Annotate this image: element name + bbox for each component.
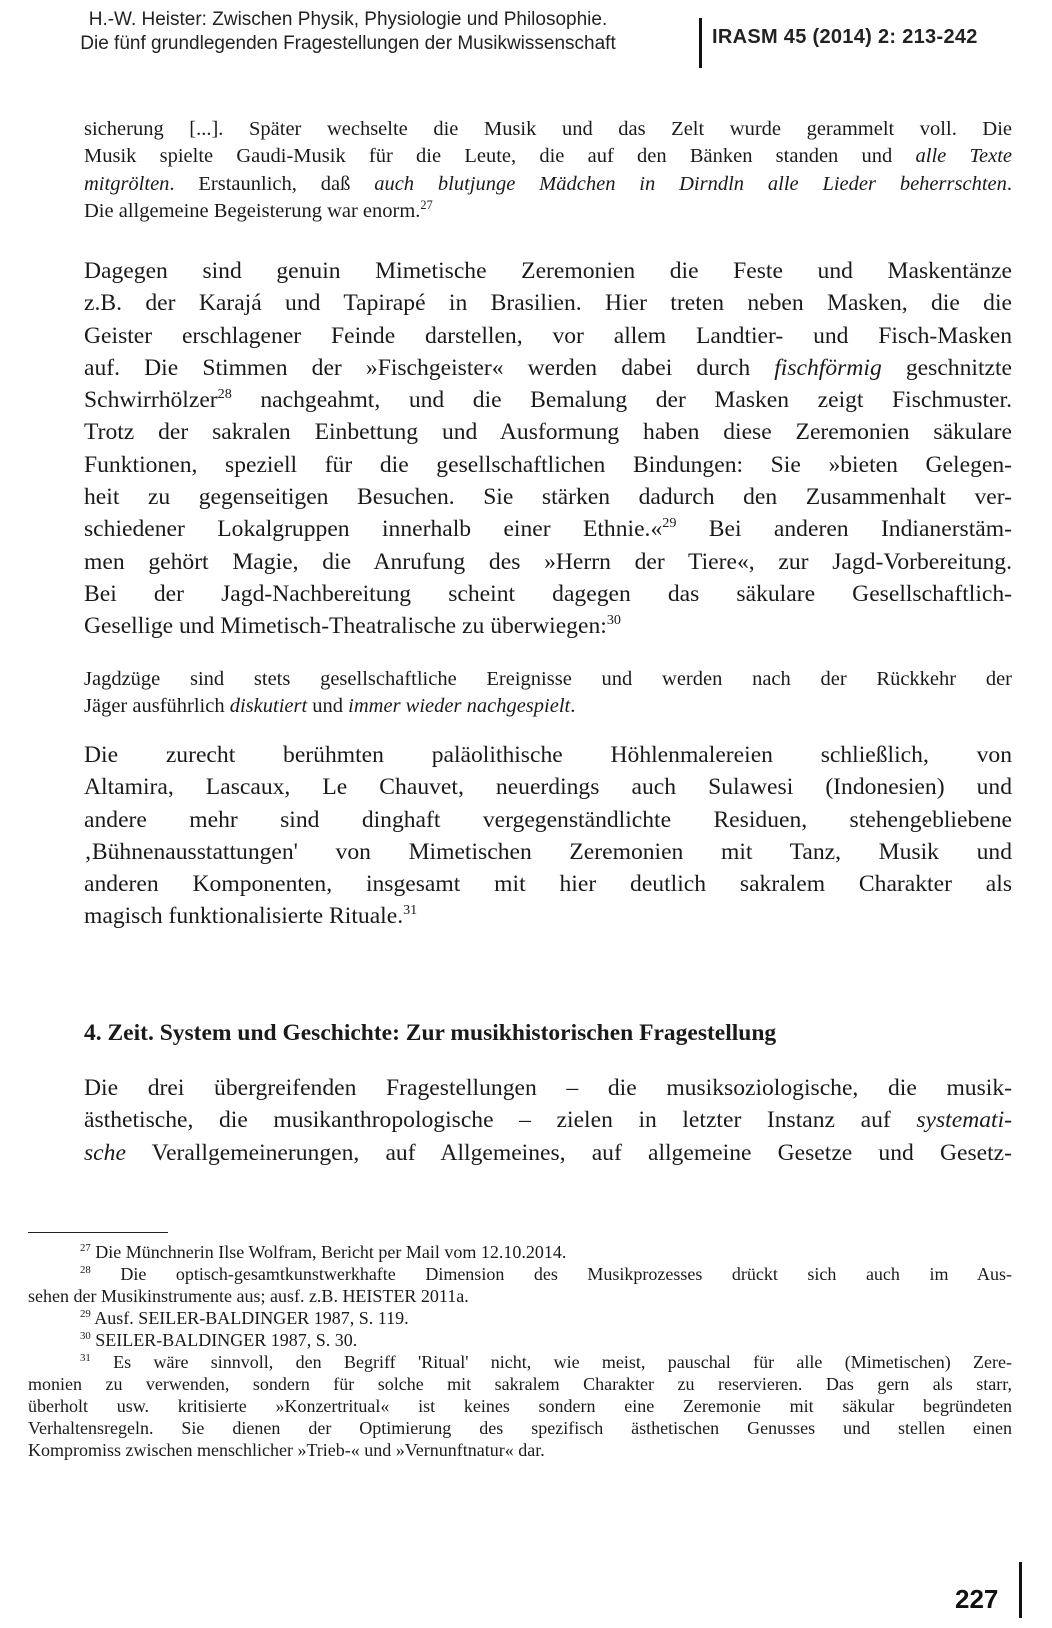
para1-line-12: Gesellige und Mimetisch-Theatralische zu überwiegen:$^{30}$ <box>84 612 621 640</box>
quote1-line-2: Musik spielte Gaudi-Musik für die Leute, die auf den Bänken standen und alle Texte <box>84 145 1012 168</box>
para2-line-3: andere mehr sind dinghaft vergegenständlichte Residuen, stehengebliebene <box>84 806 1012 833</box>
footnote-ref-30[interactable]: 30 <box>606 612 621 629</box>
paragraph-1 <box>84 255 1012 643</box>
footnote-29: $^{29}$ Ausf. SEILER-BALDINGER 1987, S. 119. <box>80 1308 409 1328</box>
quote2-line-2: Jäger ausführlich diskutiert und immer wieder nachgespielt. <box>84 695 576 718</box>
para1-line-10: men gehört Magie, die Anrufung des »Herrn der Tiere«, zur Jagd-Vorbereitung. <box>84 548 1012 575</box>
footnote-31-line-2: monien zu verwenden, sondern für solche mit sakralem Charakter zu reservieren. Das gern als starr, <box>28 1374 1012 1394</box>
para1-line-8: heit zu gegenseitigen Besuchen. Sie stärken dadurch den Zusammenhalt ver- <box>84 484 1012 511</box>
para2-line-5: anderen Komponenten, insgesamt mit hier deutlich sakralem Charakter als <box>84 871 1012 898</box>
para3-line-3: sche Verallgemeinerungen, auf Allgemeines, auf allgemeine Gesetze und Gesetz- <box>84 1139 1012 1166</box>
footnote-28-line-1: $^{28}$ Die optisch-gesamtkunstwerkhafte Dimension des Musikprozesses drückt sich auch im Aus- <box>80 1264 1012 1284</box>
italic-text: sche <box>84 1139 126 1166</box>
footnote-number: 29 <box>80 1308 91 1320</box>
para2-line-6: magisch funktionalisierte Rituale.$^{31}$ <box>84 902 418 930</box>
footnote-number: 30 <box>80 1330 91 1342</box>
footnote-27: $^{27}$ Die Münchnerin Ilse Wolfram, Bericht per Mail vom 12.10.2014. <box>80 1242 567 1262</box>
italic-text: systemati- <box>916 1107 1012 1134</box>
block-quote-1 <box>84 116 1012 225</box>
section-heading: 4. Zeit. System und Geschichte: Zur musikhistorischen Fragestellung <box>84 1020 777 1046</box>
para2-line-2: Altamira, Lascaux, Le Chauvet, neuerdings auch Sulawesi (Indonesien) und <box>84 774 1012 801</box>
para1-line-1: Dagegen sind genuin Mimetische Zeremonien die Feste und Maskentänze <box>84 258 1012 284</box>
para1-line-6: Trotz der sakralen Einbettung und Ausformung haben diese Zeremonien säkulare <box>84 419 1012 446</box>
para2-line-1: Die zurecht berühmten paläolithische Höhlenmalereien schließlich, von <box>84 742 1012 768</box>
footnote-number: 28 <box>80 1264 91 1276</box>
footnote-number: 27 <box>80 1242 91 1254</box>
footnote-separator <box>28 1232 168 1233</box>
block-quote-2 <box>84 666 1012 721</box>
footnote-ref-28[interactable]: 28 <box>217 386 232 403</box>
quote2-line-1: Jagdzüge sind stets gesellschaftliche Ereignisse und werden nach der Rückkehr der <box>84 668 1012 690</box>
header-divider <box>699 18 702 68</box>
footnote-ref-27[interactable]: 27 <box>420 198 433 213</box>
italic-text: fischförmig <box>774 354 882 381</box>
para1-line-11: Bei der Jagd-Nachbereitung scheint dagegen das säkulare Gesellschaftlich- <box>84 580 1012 607</box>
quote1-line-4: Die allgemeine Begeisterung war enorm.$^{27}$ <box>84 198 433 222</box>
paragraph-3 <box>84 1072 1012 1169</box>
para1-line-7: Funktionen, speziell für die gesellschaftlichen Bindungen: Sie »bieten Gelegen- <box>84 451 1012 478</box>
footnote-31-line-5: Kompromiss zwischen menschlicher »Trieb-« und »Vernunftnatur« dar. <box>28 1440 545 1460</box>
italic-text: alle Texte <box>915 145 1012 168</box>
footnote-number: 31 <box>80 1352 91 1364</box>
para1-line-9: schiedener Lokalgruppen innerhalb einer Ethnie.«$^{29}$ Bei anderen Indianerstäm- <box>84 515 1012 543</box>
italic-text: immer wieder nachgespielt <box>348 695 571 718</box>
footnote-28-line-2: sehen der Musikinstrumente aus; ausf. z.B. HEISTER 2011a. <box>28 1286 469 1306</box>
para1-line-2: z.B. der Karajá und Tapirapé in Brasilien. Hier treten neben Masken, die die <box>84 290 1012 317</box>
footnote-ref-29[interactable]: 29 <box>662 515 677 532</box>
page-number-divider <box>1019 1562 1022 1618</box>
header-title-line-1: H.-W. Heister: Zwischen Physik, Physiologie und Philosophie. <box>88 9 608 30</box>
header-title-line-2: Die fünf grundlegenden Fragestellungen der Musikwissenschaft <box>80 33 616 54</box>
footnotes <box>28 1241 1012 1461</box>
italic-text: auch blutjunge Mädchen in Dirndln alle Lieder beherrschten <box>374 172 1007 195</box>
page-number: 227 <box>955 1584 999 1614</box>
para1-line-3: Geister erschlagener Feinde darstellen, vor allem Landtier- und Fisch-Masken <box>84 322 1012 349</box>
quote1-line-1: sicherung [...]. Später wechselte die Musik und das Zelt wurde gerammelt voll. Die <box>84 118 1012 140</box>
paragraph-2 <box>84 739 1012 933</box>
running-header-title <box>28 8 668 56</box>
italic-text: mitgrölten <box>84 172 170 195</box>
para3-line-2: ästhetische, die musikanthropologische – zielen in letzter Instanz auf systemati- <box>84 1107 1012 1134</box>
para3-line-1: Die drei übergreifenden Fragestellungen – die musiksoziologische, die musik- <box>84 1075 1012 1101</box>
footnote-31-line-1: $^{31}$ Es wäre sinnvoll, den Begriff 'Ritual' nicht, wie meist, pauschal für alle (Mimetischen) Zere- <box>80 1352 1012 1372</box>
italic-text: diskutiert <box>229 695 308 718</box>
footnote-ref-31[interactable]: 31 <box>403 902 418 919</box>
footnote-31-line-4: Verhaltensregeln. Sie dienen der Optimierung des spezifisch ästhetischen Genusses und stellen einen <box>28 1418 1012 1438</box>
journal-reference: IRASM 45 (2014) 2: 213-242 <box>712 26 978 48</box>
para1-line-4: auf. Die Stimmen der »Fischgeister« werden dabei durch fischförmig geschnitzte <box>84 354 1012 381</box>
para1-line-5: Schwirrhölzer$^{28}$ nachgeahmt, und die Bemalung der Masken zeigt Fischmuster. <box>84 386 1012 414</box>
footnote-31-line-3: überholt usw. kritisierte »Konzertritual« ist keines sondern eine Zeremonie mit säkular begründeten <box>28 1396 1012 1416</box>
footnote-30: $^{30}$ SEILER-BALDINGER 1987, S. 30. <box>80 1330 358 1350</box>
quote1-line-3: mitgrölten. Erstaunlich, daß auch blutjunge Mädchen in Dirndln alle Lieder beherrschten. <box>84 172 1012 195</box>
para2-line-4: ‚Bühnenausstattungen' von Mimetischen Zeremonien mit Tanz, Musik und <box>84 838 1012 865</box>
